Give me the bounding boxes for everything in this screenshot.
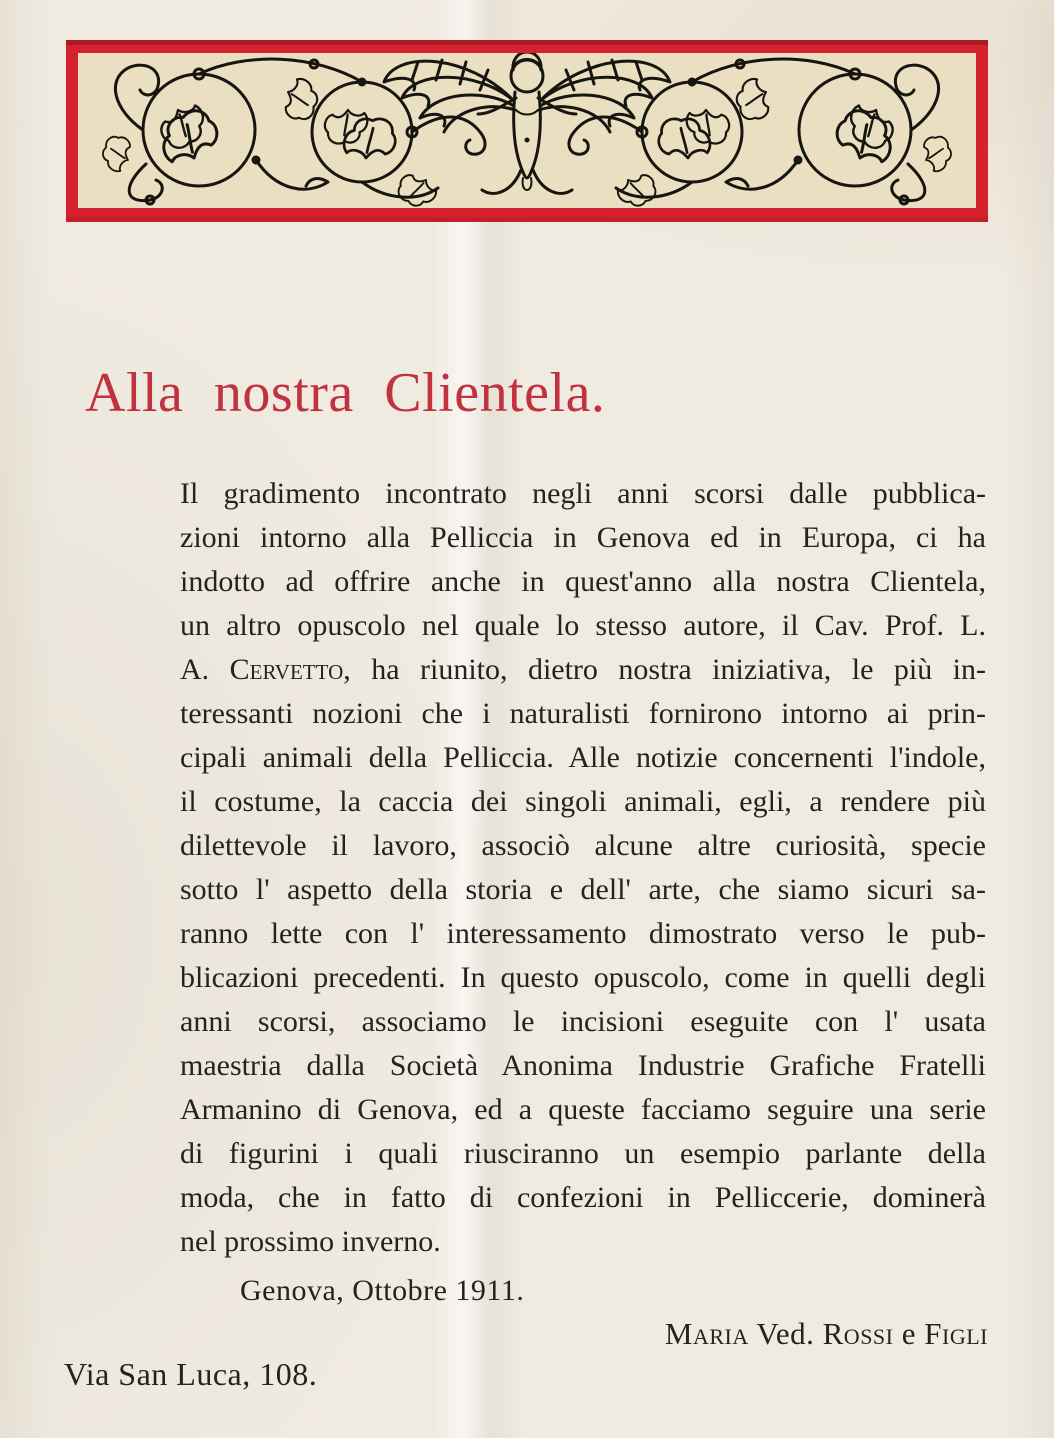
- text-line: dilettevole il lavoro, associò alcune altre curiosità, specie: [180, 829, 986, 862]
- text-line: indotto ad offrire anche in quest'anno alla nostra Clientela,: [180, 565, 986, 598]
- text-line: ranno lette con l' interessamento dimostrato verso le pub-: [180, 917, 986, 950]
- text-line: anni scorsi, associamo le incisioni eseguite con l' usata: [180, 1005, 986, 1038]
- signature-line: [665, 1316, 988, 1352]
- ornament-band: [66, 40, 988, 222]
- cherub-ornament-svg: [66, 40, 988, 222]
- signature-e: e: [893, 1316, 925, 1351]
- signature-name-figli: Figli: [924, 1316, 988, 1351]
- text-line: cipali animali della Pelliccia. Alle notizie concernenti l'indole,: [180, 741, 986, 774]
- text-line: di figurini i quali riusciranno un esempio parlante della: [180, 1137, 986, 1170]
- text-line: un altro opuscolo nel quale lo stesso autore, il Cav. Prof. L.: [180, 609, 986, 642]
- text-line: nel prossimo inverno.: [180, 1225, 441, 1258]
- text-line: Il gradimento incontrato negli anni scorsi dalle pubblica-: [180, 477, 986, 510]
- text-line: teressanti nozioni che i naturalisti fornirono intorno ai prin-: [180, 697, 986, 730]
- page-title: Alla nostra Clientela.: [85, 362, 606, 424]
- text-line: moda, che in fatto di confezioni in Pelliccerie, dominerà: [180, 1181, 986, 1214]
- address-line: Via San Luca, 108.: [64, 1356, 318, 1392]
- signature-ved: Ved.: [748, 1316, 823, 1351]
- text-line: A. Cervetto, ha riunito, dietro nostra iniziativa, le più in-: [180, 653, 986, 686]
- text-line: blicazioni precedenti. In questo opuscolo, come in quelli degli: [180, 961, 986, 994]
- text-line: sotto l' aspetto della storia e dell' arte, che siamo sicuri sa-: [180, 873, 986, 906]
- date-line: Genova, Ottobre 1911.: [240, 1274, 525, 1307]
- text-line: maestria dalla Società Anonima Industrie Grafiche Fratelli: [180, 1049, 986, 1082]
- text-line: Armanino di Genova, ed a queste facciamo seguire una serie: [180, 1093, 986, 1126]
- signature-name-maria: Maria: [664, 1316, 749, 1351]
- signature-name-rossi: Rossi: [822, 1316, 894, 1351]
- body-paragraph: [180, 472, 986, 1264]
- text-line: il costume, la caccia dei singoli animali, egli, a rendere più: [180, 785, 986, 818]
- text-line: zioni intorno alla Pelliccia in Genova ed in Europa, ci ha: [180, 521, 986, 554]
